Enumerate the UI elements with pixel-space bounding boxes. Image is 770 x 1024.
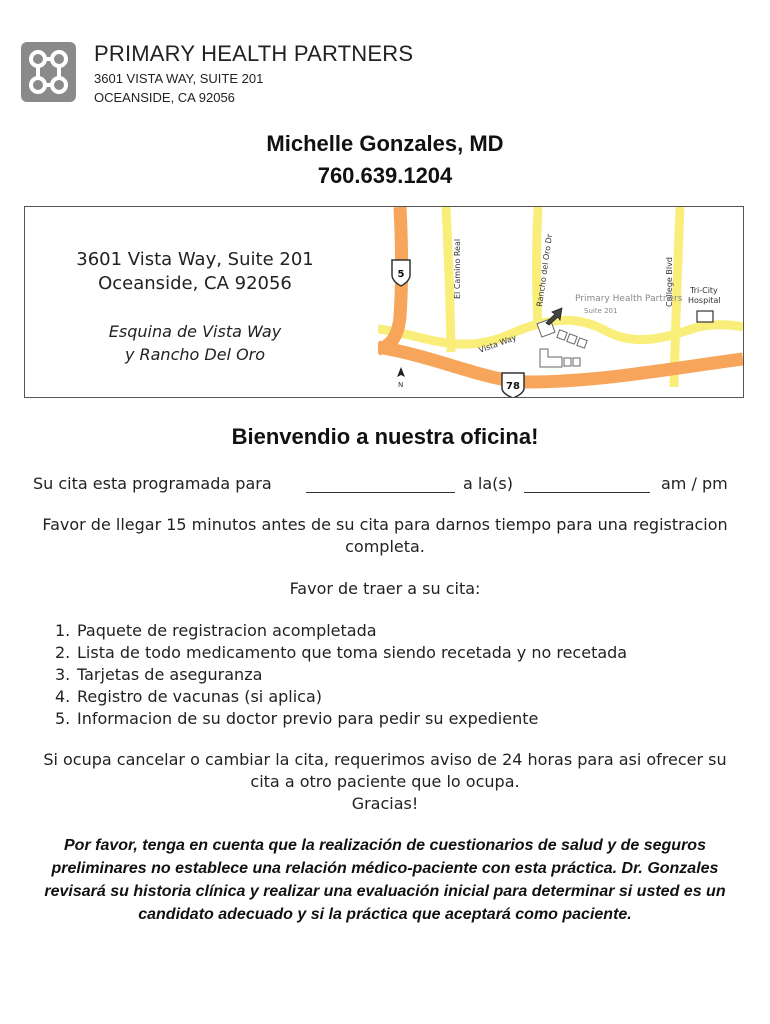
- appointment-ampm-label: am / pm: [661, 474, 728, 493]
- company-logo: [21, 42, 76, 102]
- appointment-at-label: a la(s): [463, 474, 513, 493]
- list-item: [55, 708, 627, 730]
- route-5-label: 5: [397, 269, 405, 280]
- doctor-name: Michelle Gonzales, MD: [266, 131, 504, 156]
- college-label: College Blvd: [665, 257, 674, 307]
- location-corner-line1: Esquina de Vista Way: [108, 322, 282, 341]
- rancho-road: [537, 207, 539, 327]
- list-item-text: Informacion de su doctor previo para pedir su expediente: [77, 709, 539, 728]
- suite-map-label: Suite 201: [584, 307, 618, 315]
- list-item: [55, 686, 627, 708]
- office-buildings: [537, 319, 587, 367]
- rancho-label: Rancho del Oro Dr: [535, 233, 555, 308]
- el-camino-road: [446, 207, 451, 352]
- location-corner-line2: y Rancho Del Oro: [124, 345, 266, 364]
- bring-title: Favor de traer a su cita:: [289, 579, 481, 598]
- route-78-shield: [502, 373, 524, 397]
- org-address-line1: 3601 VISTA WAY, SUITE 201: [94, 71, 264, 86]
- route-5-shield: [392, 260, 410, 286]
- bring-list: [55, 620, 627, 730]
- list-item-text: Lista de todo medicamento que toma siendo recetada y no recetada: [77, 643, 628, 662]
- list-item: [55, 664, 627, 686]
- list-item-number: 4.: [55, 687, 71, 706]
- hospital-building: [697, 311, 713, 322]
- php-map-label: Primary Health Partners: [575, 294, 683, 304]
- tricity-label-1: Tri-City: [690, 286, 718, 295]
- list-item-number: 1.: [55, 621, 71, 640]
- list-item: [55, 642, 627, 664]
- appointment-date-blank[interactable]: [306, 492, 455, 493]
- arrive-note: Favor de llegar 15 minutos antes de su cita para darnos tiempo para una registracion completa.: [42, 515, 728, 556]
- vista-way-label: Vista Way: [477, 332, 518, 355]
- tricity-label-2: Hospital: [688, 296, 721, 305]
- thanks-text: Gracias!: [351, 794, 419, 813]
- list-item: [55, 620, 627, 642]
- cancel-note: Si ocupa cancelar o cambiar la cita, requerimos aviso de 24 horas para asi ofrecer su cita a otro paciente que lo ocupa.: [43, 750, 727, 791]
- list-item-number: 5.: [55, 709, 71, 728]
- location-address-line2: Oceanside, CA 92056: [98, 273, 292, 294]
- north-label: N: [398, 381, 404, 389]
- cancel-section: [40, 749, 730, 815]
- org-name: PRIMARY HEALTH PARTNERS: [94, 41, 414, 66]
- list-item-text: Tarjetas de aseguranza: [77, 665, 263, 684]
- welcome-heading: Bienvendio a nuestra oficina!: [231, 424, 539, 449]
- list-item-text: Registro de vacunas (si aplica): [77, 687, 323, 706]
- el-camino-label: El Camino Real: [453, 238, 462, 299]
- list-item-number: 3.: [55, 665, 71, 684]
- north-arrow-icon: [397, 367, 405, 377]
- list-item-number: 2.: [55, 643, 71, 662]
- org-address-line2: OCEANSIDE, CA 92056: [94, 90, 235, 105]
- route-78-label: 78: [506, 381, 520, 392]
- disclaimer: Por favor, tenga en cuenta que la realización de cuestionarios de salud y de seguros preliminares no establece una relación médico-paciente con esta práctica. Dr. Gonzales revisará su historia clínica y realizar una evaluación inicial para determinar si usted es un candidato adecuado y si la práctica que aceptará como paciente.: [44, 837, 726, 923]
- list-item-text: Paquete de registracion acompletada: [77, 621, 377, 640]
- location-address-line1: 3601 Vista Way, Suite 201: [76, 249, 314, 270]
- doctor-phone: 760.639.1204: [317, 163, 453, 188]
- appointment-label: Su cita esta programada para: [33, 474, 272, 493]
- appointment-time-blank[interactable]: [524, 492, 650, 493]
- location-map: [378, 207, 743, 397]
